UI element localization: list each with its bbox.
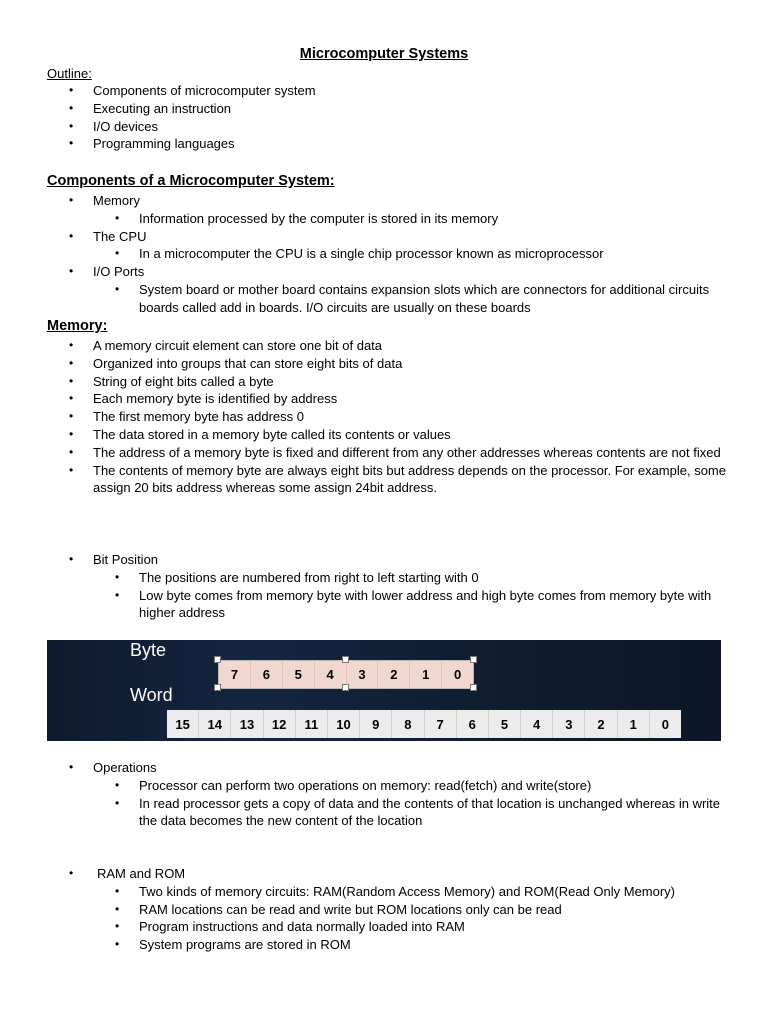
list-item: • The address of a memory byte is fixed and different from any other addresses whereas contents are not fixed [69,444,721,460]
bit-cell: 6 [251,661,283,688]
bit-cell: 7 [425,710,457,738]
memory-heading: Memory: [47,318,108,334]
list-item: • Program instructions and data normally loaded into RAM [115,919,465,935]
list-item: • Processor can perform two operations on memory: read(fetch) and write(store) [115,777,592,793]
list-item: • System board or mother board contains expansion slots which are connectors for additional circuits boards called add in boards. I/O circuits are usually on these boards [115,281,710,315]
bit-cell: 3 [347,661,379,688]
list-item: • The contents of memory byte are always eight bits but address depends on the processor. For example, some assign 20 bits address whereas some assign 24bit address. [69,462,726,496]
list-item: • String of eight bits called a byte [69,373,274,389]
list-item: • Bit Position [69,552,159,567]
list-item: • RAM locations can be read and write but ROM locations only can be read [115,901,562,917]
list-item: • Two kinds of memory circuits: RAM(Random Access Memory) and ROM(Read Only Memory) [115,883,676,899]
resize-handle[interactable] [214,656,221,663]
bit-cell: 13 [231,710,263,738]
bit-cell: 5 [489,710,521,738]
components-list [47,192,727,317]
bit-cell: 12 [264,710,296,738]
bit-cell: 15 [167,710,199,738]
bit-cell: 4 [521,710,553,738]
list-item: • The data stored in a memory byte called its contents or values [69,426,451,442]
list-item: • In read processor gets a copy of data and the contents of that location is unchanged whereas in write the data becomes the new content of the location [115,795,721,829]
list-item: • Operations [69,760,157,775]
bit-cell: 2 [378,661,410,688]
bit-cell: 14 [199,710,231,738]
list-item: • A memory circuit element can store one bit of data [69,338,383,353]
bit-cell: 7 [219,661,251,688]
list-item: • Each memory byte is identified by address [69,391,338,407]
word-label: Word [130,685,173,705]
bit-cell: 0 [453,667,462,682]
list-item: • Information processed by the computer is stored in its memory [115,210,499,226]
outline-label: Outline: [47,66,92,81]
list-item: • I/O Ports [69,264,145,280]
bit-position-list [47,551,727,622]
bit-cell: 9 [360,710,392,738]
byte-word-figure [47,640,721,741]
components-heading: Components of a Microcomputer System: [47,173,335,189]
bit-cell: 5 [283,661,315,688]
resize-handle[interactable] [214,684,221,691]
resize-handle[interactable] [470,656,477,663]
byte-label: Byte [130,640,167,660]
bit-cell: 1 [618,710,650,738]
bit-cell: 11 [296,710,328,738]
list-item: • Organized into groups that can store eight bits of data [69,355,403,371]
list-item: • Components of microcomputer system [69,83,316,98]
list-item: • Low byte comes from memory byte with lower address and high byte comes from memory byte with higher address [115,587,712,621]
word-bits-row [167,710,681,738]
list-item: • In a microcomputer the CPU is a single chip processor known as microprocessor [115,246,604,262]
ram-rom-list [47,865,727,954]
list-item: • Programming languages [69,136,235,152]
memory-list [47,337,727,497]
bit-cell: 0 [661,716,670,732]
operations-list [47,759,727,830]
list-item: • The positions are numbered from right to left starting with 0 [115,569,479,585]
bit-cell: 8 [392,710,424,738]
list-item: • Executing an instruction [69,100,232,116]
list-item: • The CPU [69,228,147,244]
bit-cell: 4 [315,661,347,688]
list-item: • Memory [69,193,140,208]
list-item: • System programs are stored in ROM [115,937,351,953]
list-item: • The first memory byte has address 0 [69,409,304,425]
resize-handle[interactable] [342,656,349,663]
page-title: Microcomputer Systems [299,46,469,62]
list-item: • RAM and ROM [69,866,186,881]
resize-handle[interactable] [342,684,349,691]
resize-handle[interactable] [470,684,477,691]
list-item: • I/O devices [69,118,159,134]
bit-cell: 1 [410,661,442,688]
bit-cell: 6 [457,710,489,738]
bit-cell: 10 [328,710,360,738]
bit-cell: 2 [585,710,617,738]
bit-cell: 3 [553,710,585,738]
outline-list [47,82,727,153]
